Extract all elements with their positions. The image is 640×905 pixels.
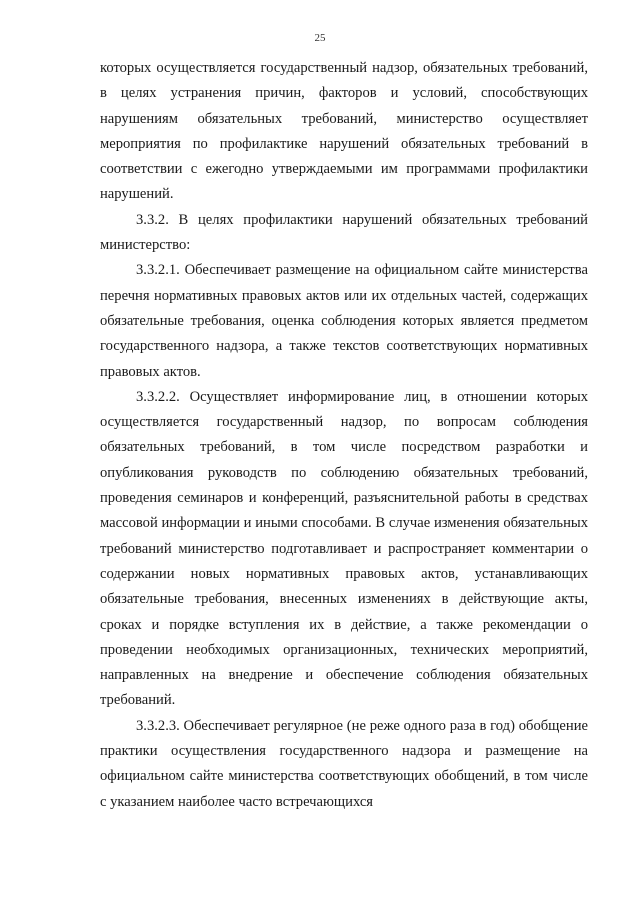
- paragraph-3-3-2-3: 3.3.2.3. Обеспечивает регулярное (не реже одного раза в год) обобщение практики осуществления государственного надзора и размещение на официальном сайте министерства соответствующих обобщений, в том числе с указанием наиболее часто встречающихся: [100, 717, 588, 810]
- page-number: 25: [314, 32, 326, 44]
- document-body: [100, 56, 588, 815]
- paragraph-3-3-2: 3.3.2. В целях профилактики нарушений обязательных требований министерство:: [100, 211, 588, 254]
- paragraph-continuation: которых осуществляется государственный надзор, обязательных требований, в целях устранения причин, факторов и условий, способствующих нарушениям обязательных требований, министерство осуществляет мероприятия по профилактике нарушений обязательных требований в соответствии с ежегодно утверждаемыми им программами профилактики нарушений.: [100, 60, 588, 203]
- paragraph-3-3-2-1: 3.3.2.1. Обеспечивает размещение на официальном сайте министерства перечня нормативных правовых актов или их отдельных частей, содержащих обязательные требования, оценка соблюдения которых является предметом государственного надзора, а также текстов соответствующих нормативных правовых актов.: [100, 262, 588, 380]
- paragraph-3-3-2-2: 3.3.2.2. Осуществляет информирование лиц, в отношении которых осуществляется государственный надзор, по вопросам соблюдения обязательных требований, в том числе посредством разработки и опубликования руководств по соблюдению обязательных требований, проведения семинаров и конференций, разъяснительной работы в средствах массовой информации и иными способами. В случае изменения обязательных требований министерство подготавливает и распространяет комментарии о содержании новых нормативных правовых актов, устанавливающих обязательные требования, внесенных изменениях в действующие акты, сроках и порядке вступления их в действие, а также рекомендации о проведении необходимых организационных, технических мероприятий, направленных на внедрение и обеспечение соблюдения обязательных требований.: [100, 388, 588, 709]
